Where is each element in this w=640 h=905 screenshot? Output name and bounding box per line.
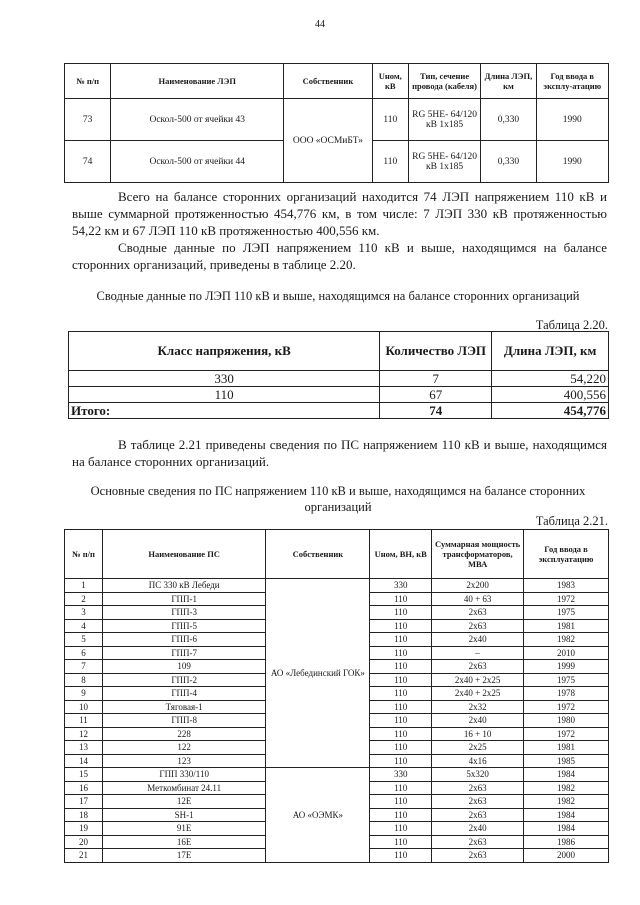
cell-voltage: 110	[370, 660, 432, 674]
cell-wire-type: RG 5HE- 64/120 кВ 1x185	[408, 99, 480, 141]
cell-voltage: 110	[370, 606, 432, 620]
cell-length: 0,330	[481, 99, 536, 141]
cell-name: ПС 330 кВ Лебеди	[102, 579, 266, 593]
total-length: 454,776	[492, 403, 609, 419]
cell-power: –	[432, 646, 524, 660]
cell-year: 1982	[524, 781, 609, 795]
cell-number: 19	[65, 822, 103, 836]
cell-voltage: 110	[370, 808, 432, 822]
cell-number: 21	[65, 849, 103, 863]
cell-year: 1980	[524, 714, 609, 728]
header-voltage-class: Класс напряжения, кВ	[69, 332, 380, 371]
cell-name: 123	[102, 754, 266, 768]
table-row	[65, 99, 609, 141]
cell-year: 1984	[524, 808, 609, 822]
cell-number: 20	[65, 835, 103, 849]
cell-year: 1981	[524, 619, 609, 633]
cell-count: 67	[380, 387, 492, 403]
cell-year: 1981	[524, 741, 609, 755]
cell-power: 2x25	[432, 741, 524, 755]
cell-voltage: 110	[370, 673, 432, 687]
cell-name: ГПП-4	[102, 687, 266, 701]
cell-year: 2000	[524, 849, 609, 863]
cell-number: 11	[65, 714, 103, 728]
cell-voltage: 110	[370, 687, 432, 701]
cell-power: 2x63	[432, 606, 524, 620]
total-label: Итого:	[69, 403, 380, 419]
header-substation-name: Наименование ПС	[102, 530, 266, 579]
header-length: Длина ЛЭП, км	[481, 64, 536, 99]
cell-name: ГПП-8	[102, 714, 266, 728]
cell-number: 3	[65, 606, 103, 620]
power-lines-table	[64, 63, 609, 183]
cell-year: 1990	[536, 141, 608, 183]
cell-name: Оскол-500 от ячейки 44	[111, 141, 284, 183]
header-line-name: Наименование ЛЭП	[111, 64, 284, 99]
cell-name: 122	[102, 741, 266, 755]
header-length: Длина ЛЭП, км	[492, 332, 609, 371]
cell-number: 16	[65, 781, 103, 795]
cell-power: 2x32	[432, 700, 524, 714]
cell-voltage: 110	[370, 822, 432, 836]
cell-number: 14	[65, 754, 103, 768]
cell-number: 15	[65, 768, 103, 782]
cell-power: 2x63	[432, 835, 524, 849]
cell-voltage: 110	[370, 592, 432, 606]
header-count: Количество ЛЭП	[380, 332, 492, 371]
cell-number: 7	[65, 660, 103, 674]
cell-year: 1982	[524, 633, 609, 647]
cell-voltage: 110	[370, 741, 432, 755]
paragraph-total-lines: Всего на балансе сторонних организаций находится 74 ЛЭП напряжением 110 кВ и выше суммарной протяженностью 454,776 км, в том числе: 7 ЛЭП 330 кВ протяженностью 54,22 км и 67 ЛЭП 110 кВ протяженностью 400,556 км.	[72, 189, 607, 238]
cell-power: 2x40	[432, 714, 524, 728]
cell-year: 1984	[524, 768, 609, 782]
cell-year: 1975	[524, 606, 609, 620]
cell-name: ГПП-2	[102, 673, 266, 687]
cell-year: 1999	[524, 660, 609, 674]
cell-number: 13	[65, 741, 103, 755]
cell-length: 400,556	[492, 387, 609, 403]
cell-power: 5x320	[432, 768, 524, 782]
substations-table-body	[65, 579, 609, 863]
cell-name: ГПП-1	[102, 592, 266, 606]
table-2-20-caption: Сводные данные по ЛЭП 110 кВ и выше, находящимся на балансе сторонних организаций	[96, 289, 580, 303]
table-row	[65, 768, 609, 782]
cell-voltage: 110	[370, 754, 432, 768]
cell-number: 1	[65, 579, 103, 593]
cell-voltage: 110	[370, 633, 432, 647]
table-header-row	[69, 332, 609, 371]
cell-number: 6	[65, 646, 103, 660]
cell-length: 0,330	[481, 141, 536, 183]
cell-power: 2x63	[432, 781, 524, 795]
cell-name: ГПП-3	[102, 606, 266, 620]
cell-name: Тяговая-1	[102, 700, 266, 714]
cell-owner: АО «Лебединский ГОК»	[266, 579, 370, 768]
cell-name: ГПП-6	[102, 633, 266, 647]
header-power: Суммарная мощность трансформаторов, МВА	[432, 530, 524, 579]
cell-power: 2x63	[432, 808, 524, 822]
cell-year: 2010	[524, 646, 609, 660]
cell-number: 10	[65, 700, 103, 714]
substations-table	[64, 529, 609, 863]
cell-name: ГПП-5	[102, 619, 266, 633]
cell-voltage: 110	[370, 835, 432, 849]
cell-number: 18	[65, 808, 103, 822]
cell-year: 1978	[524, 687, 609, 701]
paragraph-summary-ref: Сводные данные по ЛЭП напряжением 110 кВ и выше, находящимся на балансе сторонних организаций, приведены в таблице 2.20.	[72, 240, 607, 272]
cell-power: 2x63	[432, 660, 524, 674]
cell-year: 1986	[524, 835, 609, 849]
cell-count: 7	[380, 371, 492, 387]
table-2-21-caption: Основные сведения по ПС напряжением 110 кВ и выше, находящимся на балансе сторонних организаций	[90, 484, 586, 514]
table-header-row	[65, 64, 609, 99]
total-count: 74	[380, 403, 492, 419]
header-year: Год ввода в эксплу-атацию	[536, 64, 608, 99]
table-header-row	[65, 530, 609, 579]
cell-voltage: 330	[370, 579, 432, 593]
cell-voltage: 330	[370, 768, 432, 782]
cell-voltage: 110	[372, 99, 408, 141]
header-voltage: Uном, ВН, кВ	[370, 530, 432, 579]
cell-voltage: 110	[370, 700, 432, 714]
cell-name: 12E	[102, 795, 266, 809]
table-2-20-label: Таблица 2.20.	[535, 318, 608, 332]
total-row	[69, 403, 609, 419]
cell-name: SH-1	[102, 808, 266, 822]
cell-owner: ООО «ОСМиБТ»	[284, 99, 372, 183]
cell-length: 54,220	[492, 371, 609, 387]
cell-number: 9	[65, 687, 103, 701]
cell-power: 2x40 + 2x25	[432, 673, 524, 687]
cell-name: ГПП 330/110	[102, 768, 266, 782]
cell-number: 17	[65, 795, 103, 809]
cell-voltage-class: 110	[69, 387, 380, 403]
cell-name: Оскол-500 от ячейки 43	[111, 99, 284, 141]
cell-voltage: 110	[370, 646, 432, 660]
cell-name: 109	[102, 660, 266, 674]
cell-voltage: 110	[370, 619, 432, 633]
cell-power: 40 + 63	[432, 592, 524, 606]
cell-name: 17E	[102, 849, 266, 863]
cell-power: 2x63	[432, 849, 524, 863]
cell-voltage: 110	[372, 141, 408, 183]
cell-number: 4	[65, 619, 103, 633]
cell-number: 8	[65, 673, 103, 687]
cell-number: 2	[65, 592, 103, 606]
header-number: № п/п	[65, 530, 103, 579]
cell-power: 2x40 + 2x25	[432, 687, 524, 701]
page-number: 44	[315, 19, 325, 30]
table-row	[65, 579, 609, 593]
cell-year: 1972	[524, 727, 609, 741]
cell-year: 1983	[524, 579, 609, 593]
cell-owner: АО «ОЭМК»	[266, 768, 370, 863]
cell-voltage: 110	[370, 795, 432, 809]
cell-number: 73	[65, 99, 111, 141]
cell-year: 1975	[524, 673, 609, 687]
cell-power: 2x200	[432, 579, 524, 593]
paragraph-substations-ref: В таблице 2.21 приведены сведения по ПС напряжением 110 кВ и выше, находящимся на балансе сторонних организаций.	[72, 437, 607, 469]
cell-number: 74	[65, 141, 111, 183]
cell-year: 1990	[536, 99, 608, 141]
header-number: № п/п	[65, 64, 111, 99]
header-year: Год ввода в эксплуатацию	[524, 530, 609, 579]
cell-year: 1982	[524, 795, 609, 809]
cell-name: 91E	[102, 822, 266, 836]
cell-voltage: 110	[370, 727, 432, 741]
table-2-21-label: Таблица 2.21.	[535, 514, 608, 528]
cell-power: 2x40	[432, 633, 524, 647]
table-row	[69, 387, 609, 403]
cell-name: 228	[102, 727, 266, 741]
cell-voltage: 110	[370, 849, 432, 863]
cell-voltage-class: 330	[69, 371, 380, 387]
cell-year: 1972	[524, 592, 609, 606]
cell-year: 1972	[524, 700, 609, 714]
cell-power: 2x63	[432, 619, 524, 633]
cell-number: 5	[65, 633, 103, 647]
header-wire-type: Тип, сечение провода (кабеля)	[408, 64, 480, 99]
cell-voltage: 110	[370, 781, 432, 795]
cell-power: 2x40	[432, 822, 524, 836]
cell-year: 1984	[524, 822, 609, 836]
cell-name: 16E	[102, 835, 266, 849]
cell-power: 16 + 10	[432, 727, 524, 741]
cell-wire-type: RG 5HE- 64/120 кВ 1x185	[408, 141, 480, 183]
cell-voltage: 110	[370, 714, 432, 728]
header-owner: Собственник	[266, 530, 370, 579]
cell-name: ГПП-7	[102, 646, 266, 660]
table-row	[69, 371, 609, 387]
header-owner: Собственник	[284, 64, 372, 99]
summary-lines-table	[68, 331, 609, 419]
cell-power: 2x63	[432, 795, 524, 809]
header-voltage: Uном, кВ	[372, 64, 408, 99]
cell-power: 4x16	[432, 754, 524, 768]
cell-name: Меткомбинат 24.11	[102, 781, 266, 795]
cell-year: 1985	[524, 754, 609, 768]
cell-number: 12	[65, 727, 103, 741]
